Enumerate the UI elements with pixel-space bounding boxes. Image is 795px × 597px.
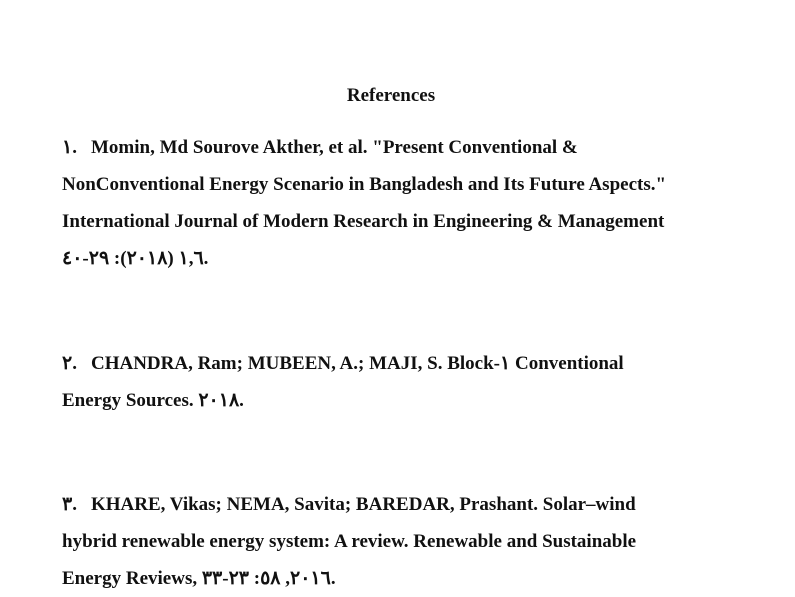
reference-line: Energy Reviews, ٢٠١٦, ٥٨: ٢٣-٣٣. — [62, 568, 336, 589]
reference-item-2 — [62, 345, 762, 419]
reference-line — [62, 345, 762, 382]
reference-number: ١. — [62, 137, 77, 158]
reference-text: KHARE, Vikas; NEMA, Savita; BAREDAR, Prashant. Solar–wind — [90, 494, 636, 515]
page-title: References — [346, 85, 436, 106]
reference-line: ١,٦ (٢٠١٨): ٢٩-٤٠. — [62, 248, 209, 269]
reference-number: ٣. — [62, 494, 77, 515]
reference-line: hybrid renewable energy system: A review. Renewable and Sustainable — [62, 531, 637, 552]
reference-text: Momin, Md Sourove Akther, et al. "Present Conventional & — [90, 137, 578, 158]
reference-line — [62, 129, 762, 166]
reference-line — [62, 486, 762, 523]
reference-line: Energy Sources. ٢٠١٨. — [62, 390, 244, 411]
reference-item-1 — [62, 129, 762, 277]
reference-item-3 — [62, 486, 762, 597]
reference-text: CHANDRA, Ram; MUBEEN, A.; MAJI, S. Block-١ Conventional — [90, 353, 624, 374]
reference-number: ٢. — [62, 353, 77, 374]
reference-line: International Journal of Modern Research in Engineering & Management — [62, 211, 665, 232]
reference-line: NonConventional Energy Scenario in Bangladesh and Its Future Aspects." — [62, 174, 667, 195]
